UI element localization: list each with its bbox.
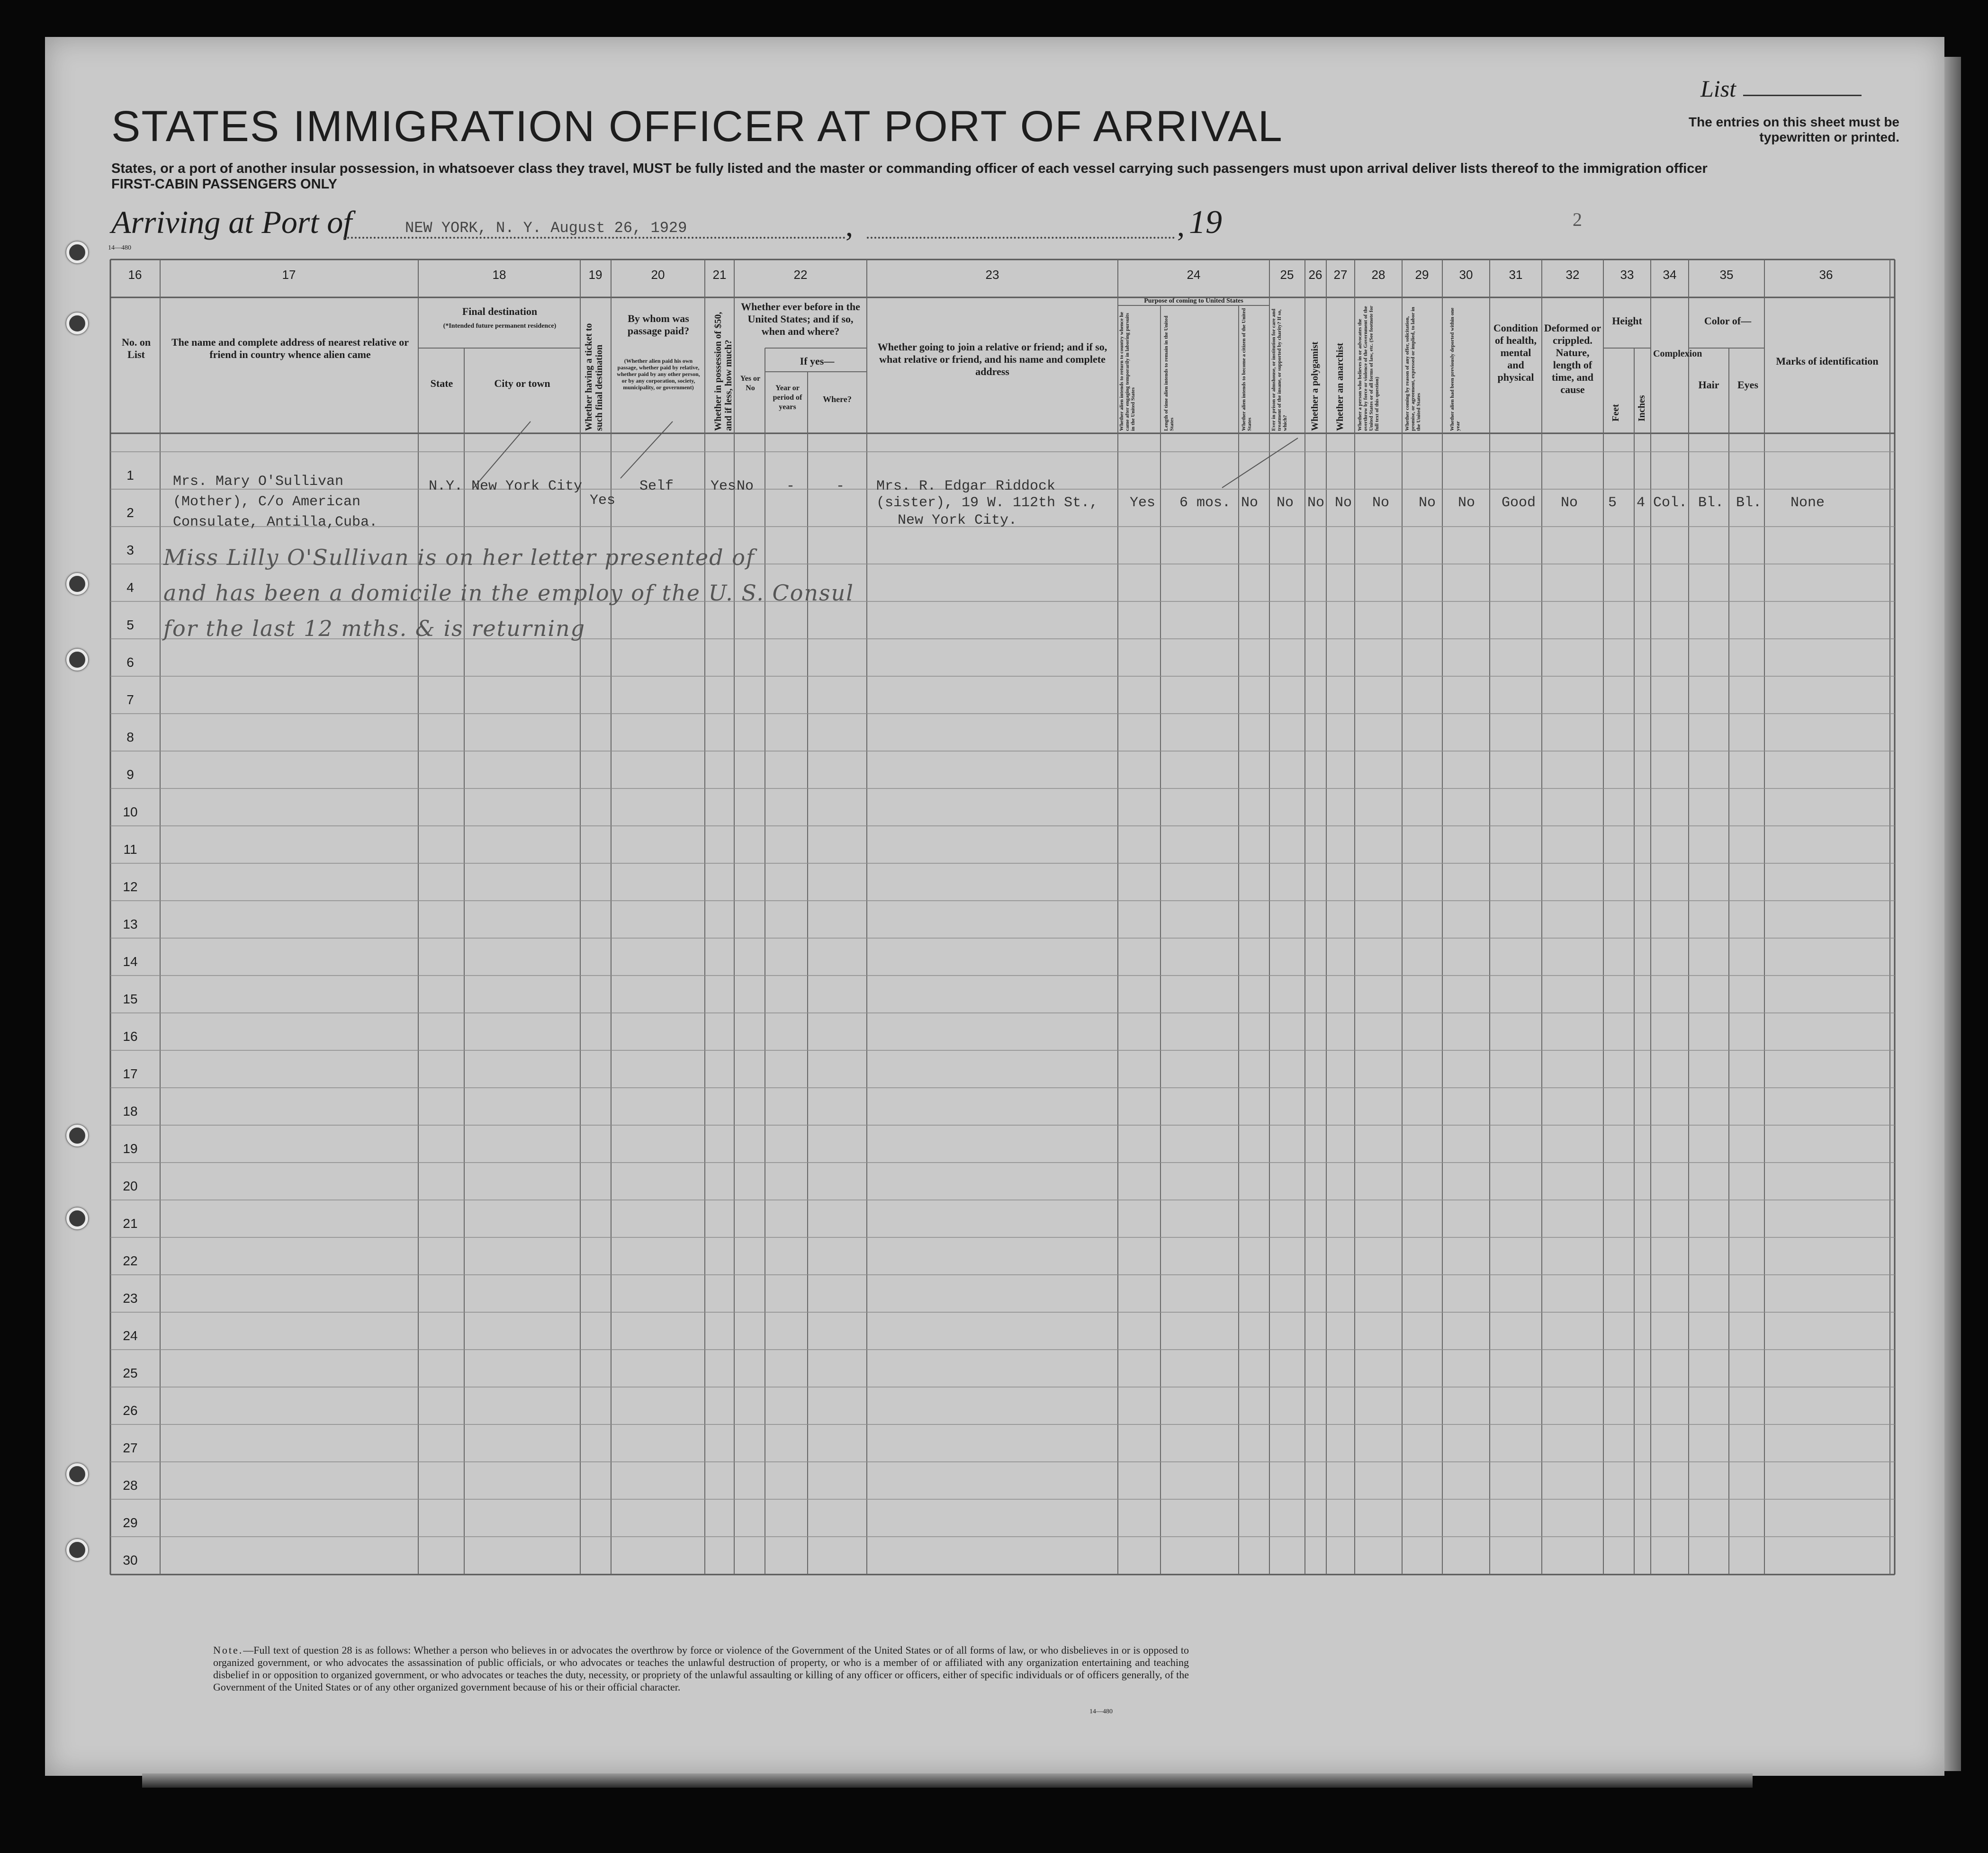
polygamist-value: No: [1307, 495, 1325, 511]
year-digit: 2: [1573, 209, 1582, 230]
column-number: 31: [1509, 268, 1523, 282]
passenger-class: FIRST-CABIN PASSENGERS ONLY: [111, 177, 337, 192]
row-number: 7: [126, 692, 134, 707]
header-inches: Inches: [1637, 395, 1647, 421]
header-height: Height: [1612, 315, 1642, 327]
row-number: 4: [126, 580, 134, 595]
health-value: Good: [1502, 495, 1536, 511]
column-number: 23: [985, 268, 999, 282]
header-q29: Whether coming by reason of any offer, solicitation, promise, or agreement, expressed or implied, to labor in the United States: [1404, 307, 1421, 431]
header-where: Where?: [823, 394, 852, 404]
header-purpose: Purpose of coming to United States: [1144, 297, 1243, 304]
footnote-lead: Note.: [213, 1644, 243, 1656]
row-number: 23: [123, 1291, 138, 1306]
column-number: 34: [1663, 268, 1677, 282]
arriving-label: Arriving at Port of: [111, 204, 352, 240]
row-number: 27: [123, 1441, 138, 1455]
relative-address-line1: Mrs. Mary O'Sullivan: [173, 474, 344, 490]
header-hair: Hair: [1698, 379, 1719, 391]
row-number: 18: [123, 1104, 138, 1119]
purpose-citizen-value: No: [1241, 495, 1259, 511]
join-relative-line2: (sister), 19 W. 112th St.,: [876, 495, 1098, 511]
form-number: 14—480: [108, 244, 131, 251]
row-number: 15: [123, 992, 138, 1006]
handwritten-note-line1: Miss Lilly O'Sullivan is on her letter presented of: [163, 545, 755, 570]
entries-note: The entries on this sheet must be typewritten or printed.: [1689, 115, 1899, 144]
row-number: 29: [123, 1515, 138, 1530]
before-us-value: No: [737, 478, 754, 494]
row-number: 26: [123, 1403, 138, 1418]
row-number: 13: [123, 917, 138, 931]
handwritten-note-line3: for the last 12 mths. & is returning: [163, 616, 586, 641]
complexion-value: Col.: [1653, 495, 1688, 511]
page-title: STATES IMMIGRATION OFFICER AT PORT OF ARRIVAL: [111, 102, 1283, 151]
anarchist-value: No: [1335, 495, 1352, 511]
money-value: Yes: [711, 478, 737, 494]
header-city: City or town: [494, 377, 550, 389]
row-number: 14: [123, 954, 138, 969]
deformed-value: No: [1561, 495, 1578, 511]
row-number: 8: [126, 730, 134, 744]
column-number: 32: [1565, 268, 1580, 282]
relative-address-line3: Consulate, Antilla,Cuba.: [173, 514, 378, 530]
list-label: List: [1700, 75, 1736, 102]
row-number: 25: [123, 1366, 138, 1380]
header-final-destination: Final destination: [462, 305, 538, 317]
footnote: [213, 1644, 1189, 1693]
column-number: 26: [1308, 268, 1322, 282]
header-ticket: Whether having a ticket to such final destination: [584, 323, 604, 431]
purpose-length-value: 6 mos.: [1179, 495, 1231, 511]
column-number: 36: [1819, 268, 1833, 282]
row-number: 21: [123, 1216, 138, 1231]
where-value: -: [836, 478, 845, 494]
footer-form-number: 14—480: [1089, 1708, 1113, 1715]
join-relative-line3: New York City.: [898, 512, 1017, 528]
row-number: 2: [126, 505, 134, 520]
destination-state: N.Y.: [429, 478, 463, 494]
row-number: 10: [123, 805, 138, 819]
relative-address-line2: (Mother), C/o American: [173, 494, 361, 510]
header-purpose-return: Whether alien intends to return to country whence he came after engaging temporarily in laboring pursuits in the United States: [1119, 312, 1136, 431]
row-number: 24: [123, 1328, 138, 1343]
header-final-destination-note: (*Intended future permanent residence): [443, 322, 557, 330]
row-number: 6: [126, 655, 134, 670]
row-number: 12: [123, 879, 138, 894]
header-yes-no: Yes or No: [740, 375, 761, 392]
column-number: 17: [282, 268, 296, 282]
header-eyes: Eyes: [1737, 379, 1758, 391]
row-number: 16: [123, 1029, 138, 1044]
q28-value: No: [1372, 495, 1390, 511]
q29-value: No: [1419, 495, 1436, 511]
header-health: Condition of health, mental and physical: [1493, 322, 1538, 383]
row-number: 9: [126, 767, 134, 782]
header-passage-note: (Whether alien paid his own passage, whether paid by relative, whether paid by any other person, or by any corporation, society, municipality, or government): [617, 358, 700, 391]
footnote-text: —Full text of question 28 is as follows: Whether a person who believes in or advocates the overthrow by force or violence of the Government of the United States or of all forms of law, or who disbelieves in or is opposed to organized government, or who advocates the assassination of public officials, or who advocates or teaches the unlawful destruction of property, or who is a member of or affiliated with any organization entertaining and teaching disbelief in or opposition to organized government, or who advocates or teaches the duty, necessity, or propriety of the unlawful assaulting or killing of any officer or officers, either of specific individuals or of officers generally, of the Government of the United States or of any other organized government because of his or their official character.: [213, 1644, 1189, 1693]
header-feet: Feet: [1610, 404, 1621, 421]
marks-value: None: [1790, 495, 1825, 511]
column-number: 29: [1415, 268, 1429, 282]
header-if-yes: If yes—: [800, 355, 835, 367]
row-number: 20: [123, 1179, 138, 1193]
header-purpose-length: Length of time alien intends to remain in the United States: [1163, 315, 1175, 431]
passage-value: Self: [639, 478, 674, 494]
column-number: 16: [128, 268, 142, 282]
comma: ,: [846, 209, 853, 242]
header-money: Whether in possession of $50, and if less, how much?: [713, 312, 734, 431]
prison-value: No: [1277, 495, 1294, 511]
year-period-value: -: [786, 478, 795, 494]
column-number: 27: [1333, 268, 1348, 282]
ticket-value: Yes: [590, 492, 616, 509]
comma: ,: [1177, 209, 1185, 242]
row-number: 3: [126, 543, 134, 557]
header-relative-address: The name and complete address of nearest relative or friend in country whence alien came: [171, 336, 409, 360]
row-number: 5: [126, 618, 134, 632]
header-complexion: Complexion: [1653, 349, 1702, 359]
header-before-us: Whether ever before in the United States; and if so, when and where?: [741, 301, 860, 337]
column-number: 33: [1620, 268, 1634, 282]
header-color-of: Color of—: [1704, 315, 1752, 327]
row-number: 30: [123, 1553, 138, 1567]
row-number: 17: [123, 1066, 138, 1081]
row-number: 19: [123, 1141, 138, 1156]
header-state: State: [430, 377, 453, 389]
feet-value: 5: [1608, 495, 1617, 511]
column-number: 20: [651, 268, 665, 282]
handwritten-note-line2: and has been a domicile in the employ of the U. S. Consul: [163, 580, 854, 606]
header-prison: Ever in prison or almshouse, or institution for care and treatment of the insane, or supported by charity? If so, which?: [1271, 308, 1288, 431]
header-deformed: Deformed or crippled. Nature, length of time, and cause: [1544, 322, 1601, 395]
column-number: 35: [1719, 268, 1734, 282]
q30-value: No: [1458, 495, 1475, 511]
port-value[interactable]: NEW YORK, N. Y. August 26, 1929: [405, 219, 687, 237]
header-marks: Marks of identification: [1776, 355, 1879, 367]
row-number: 22: [123, 1253, 138, 1268]
purpose-return-value: Yes: [1130, 495, 1156, 511]
header-join-relative: Whether going to join a relative or friend; and if so, what relative or friend, and his name and complete address: [877, 341, 1107, 377]
column-number: 18: [492, 268, 506, 282]
year-prefix: 19: [1189, 204, 1222, 241]
inches-value: 4: [1637, 495, 1646, 511]
join-relative-line1: Mrs. R. Edgar Riddock: [876, 478, 1056, 494]
column-number: 21: [712, 268, 727, 282]
column-number: 25: [1280, 268, 1294, 282]
header-q28: Whether a person who believes in or advocates the overthrow by force or violence of the Government of the United States or of all forms of law, etc. (See footnote for full text of this question): [1357, 305, 1380, 431]
row-number: 28: [123, 1478, 138, 1493]
header-q30: Whether alien had been previously deported within one year: [1449, 307, 1461, 431]
form-instructions: States, or a port of another insular possession, in whatsoever class they travel, MUST be fully listed and the master or commanding officer of each vessel carrying such passengers must upon arrival deliver lists thereof to the immigration officer: [111, 161, 1708, 176]
row-number: 1: [126, 468, 134, 483]
column-number: 30: [1459, 268, 1473, 282]
hair-value: Bl.: [1698, 495, 1724, 511]
row-number: 11: [123, 842, 137, 857]
header-polygamist: Whether a polygamist: [1310, 341, 1320, 431]
column-number: 24: [1187, 268, 1201, 282]
column-number: 22: [793, 268, 808, 282]
header-passage-paid: By whom was passage paid?: [627, 313, 690, 337]
header-year-period: Year or period of years: [773, 384, 802, 411]
destination-city: New York City: [471, 478, 583, 494]
eyes-value: Bl.: [1736, 495, 1762, 511]
header-purpose-citizen: Whether alien intends to become a citizen of the United States: [1241, 308, 1252, 431]
header-anarchist: Whether an anarchist: [1335, 343, 1345, 431]
column-number: 28: [1371, 268, 1385, 282]
header-no-on-list: No. on List: [121, 336, 151, 360]
column-number: 19: [588, 268, 603, 282]
